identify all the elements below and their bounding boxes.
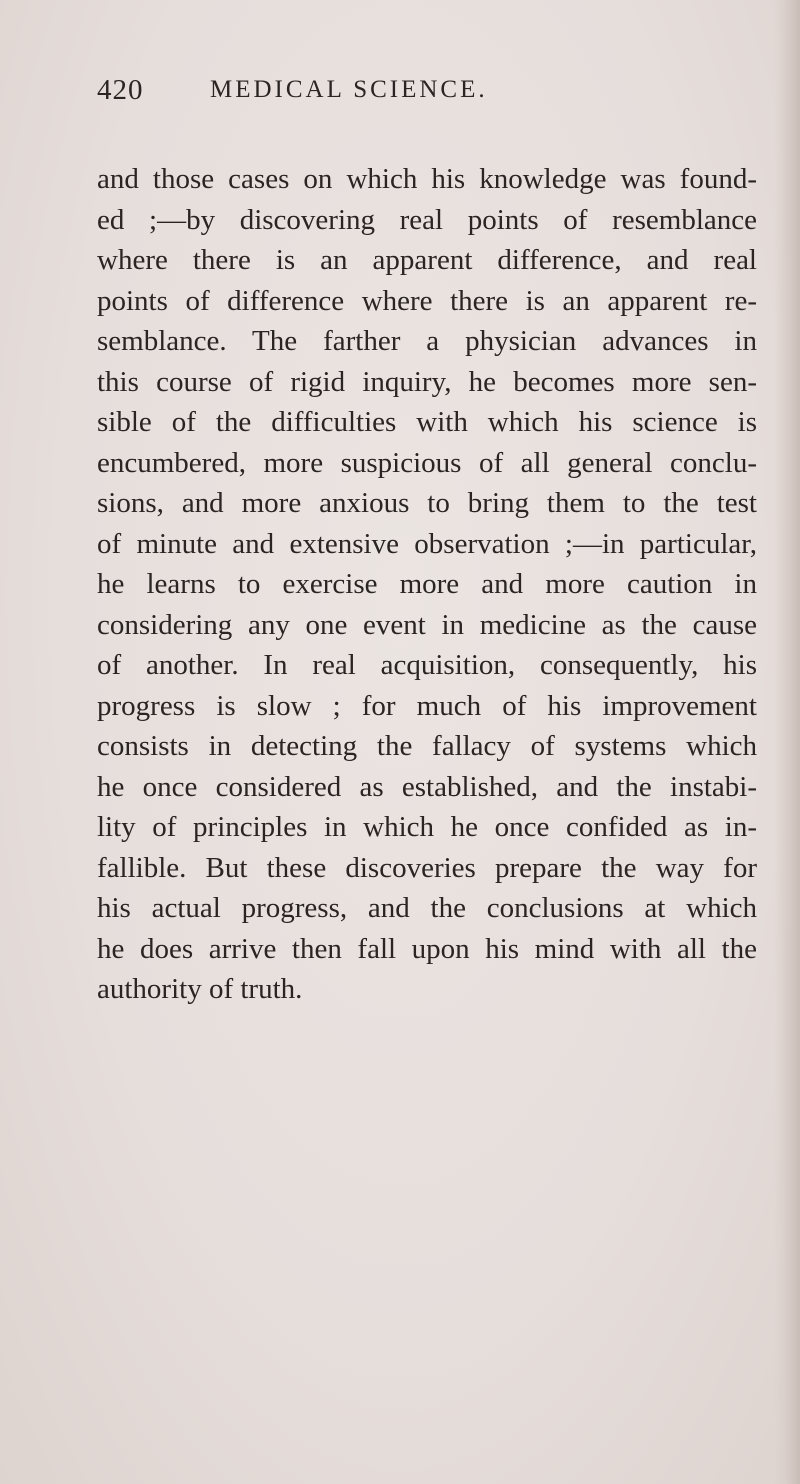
text-line: of minute and extensive observation ;—in particular, xyxy=(97,527,757,560)
text-line: and those cases on which his knowledge was found- xyxy=(97,163,757,195)
text-line: he once considered as established, and the instabi- xyxy=(97,770,757,803)
text-line: fallible. But these discoveries prepare the way for xyxy=(97,851,757,884)
text-line: sible of the difficulties with which his science is xyxy=(97,406,757,438)
text-line: encumbered, more suspicious of all general conclu- xyxy=(97,446,757,479)
running-head: MEDICAL SCIENCE. xyxy=(210,76,488,103)
text-line: points of difference where there is an apparent re- xyxy=(97,284,757,317)
text-line: this course of rigid inquiry, he becomes more sen- xyxy=(97,365,757,398)
page-number: 420 xyxy=(97,74,144,106)
text-line: progress is slow ; for much of his improvement xyxy=(97,689,757,722)
text-line: ed ;—by discovering real points of resemblance xyxy=(97,203,757,236)
text-line: semblance. The farther a physician advances in xyxy=(97,325,757,357)
page-edge-shadow xyxy=(774,0,800,1484)
text-line: lity of principles in which he once confided as in- xyxy=(97,811,757,843)
text-line: he learns to exercise more and more caution in xyxy=(97,568,757,600)
text-line: he does arrive then fall upon his mind with all the xyxy=(97,932,757,965)
page-header xyxy=(97,74,757,114)
body-paragraph xyxy=(97,159,757,1010)
text-line: of another. In real acquisition, consequently, his xyxy=(97,649,757,681)
text-line: sions, and more anxious to bring them to the test xyxy=(97,487,757,519)
text-line: considering any one event in medicine as the cause xyxy=(97,608,757,641)
text-line: where there is an apparent difference, and real xyxy=(97,244,757,276)
text-line: authority of truth. xyxy=(97,973,303,1005)
text-line: his actual progress, and the conclusions at which xyxy=(97,892,757,924)
text-line: consists in detecting the fallacy of systems which xyxy=(97,730,757,762)
